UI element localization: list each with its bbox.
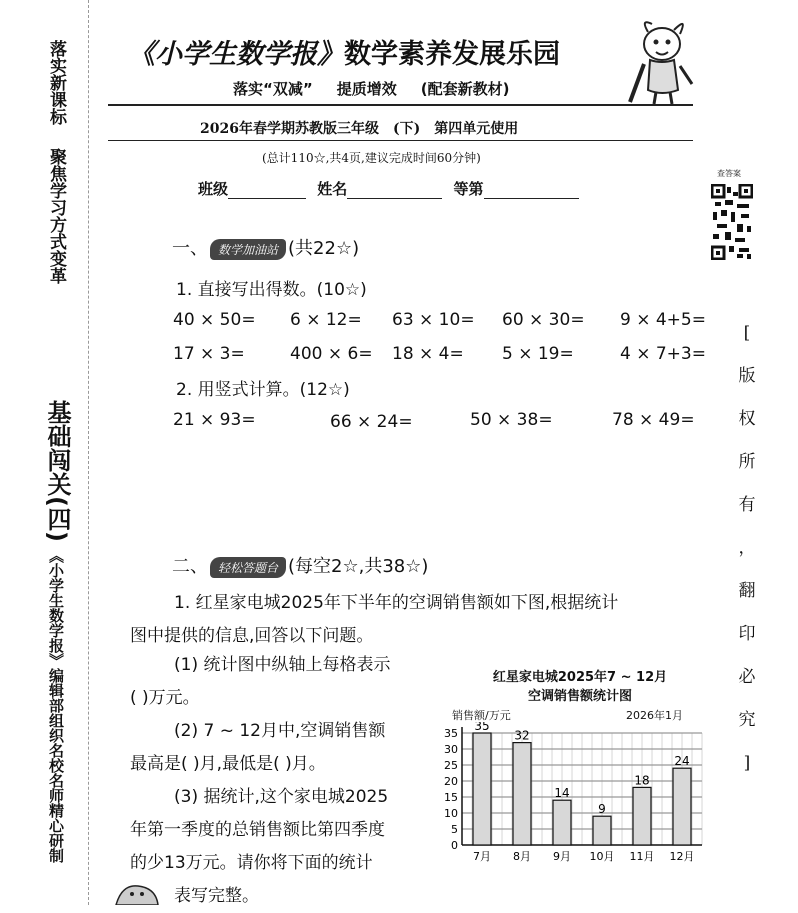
copyright-char: ]	[743, 753, 751, 773]
chart-subtitle: 空调销售额统计图	[527, 689, 632, 704]
issue-volume: (下)	[392, 121, 421, 137]
y-tick-label: 15	[444, 791, 458, 804]
qr-label: 查答案	[717, 169, 741, 178]
bar-value-label: 18	[634, 773, 650, 788]
grade-field[interactable]	[484, 184, 579, 199]
vertical-calc-item[interactable]: 21 × 93=	[173, 410, 256, 430]
bar	[593, 816, 611, 845]
copyright-char: [	[743, 323, 751, 343]
calc-item[interactable]: 60 × 30=	[502, 310, 585, 330]
part3-line-b: 年第一季度的总销售额比第四季度	[130, 820, 385, 840]
section2-points: (每空2☆,共38☆)	[288, 556, 429, 577]
vertical-calc-item[interactable]: 66 × 24=	[330, 412, 413, 432]
calc-item[interactable]: 5 × 19=	[502, 344, 574, 364]
worksheet-note: (总计110☆,共4页,建议完成时间60分钟)	[262, 151, 481, 165]
header-rule-top	[108, 104, 693, 106]
part3-line-c: 的少13万元。请你将下面的统计	[130, 853, 373, 873]
qr-code-icon[interactable]	[711, 184, 753, 260]
chart-title: 红星家电城2025年7 ~ 12月	[492, 670, 668, 685]
bar-value-label: 14	[554, 786, 570, 801]
y-tick-label: 10	[444, 807, 458, 820]
intro-line-1: 1. 红星家电城2025年下半年的空调销售额如下图,根据统计	[174, 593, 619, 613]
section2-heading	[172, 552, 428, 578]
slogan-new-textbook: (配套新教材)	[420, 80, 510, 98]
fold-line	[88, 0, 89, 905]
student-info-fields	[198, 178, 585, 199]
slogan-quality: 提质增效	[336, 80, 397, 98]
chart-ylabel: 销售额/万元	[452, 709, 511, 722]
copyright-char: 究	[738, 710, 756, 730]
copyright-char: 翻	[738, 581, 756, 601]
vertical-calc-item[interactable]: 50 × 38=	[470, 410, 553, 430]
masthead-title	[128, 32, 560, 71]
credit-vertical: 《小学生数学报》编辑部组织名校名师精心研制	[47, 548, 65, 863]
intro-line-2: 图中提供的信息,回答以下问题。	[130, 626, 374, 646]
part1-line-a: (1) 统计图中纵轴上每格表示	[174, 655, 391, 675]
class-field[interactable]	[228, 184, 306, 199]
y-tick-label: 20	[444, 775, 458, 788]
question-2-1-parts	[130, 649, 440, 913]
y-tick-label: 25	[444, 759, 458, 772]
name-field[interactable]	[347, 184, 442, 199]
calc-item[interactable]: 40 × 50=	[173, 310, 256, 330]
x-tick-label: 11月	[629, 850, 655, 863]
corner-mascot-icon	[112, 880, 162, 905]
bar	[673, 768, 691, 845]
y-tick-label: 5	[451, 823, 458, 836]
bar-value-label: 24	[674, 754, 690, 769]
mascot-illustration	[622, 14, 700, 106]
copyright-char: 版	[738, 366, 756, 386]
x-tick-label: 10月	[589, 850, 615, 863]
x-tick-label: 7月	[473, 850, 491, 863]
y-tick-label: 35	[444, 727, 458, 740]
calc-item[interactable]: 18 × 4=	[392, 344, 464, 364]
copyright-char: ，	[738, 538, 756, 558]
section1-prefix: 一、	[172, 238, 208, 259]
copyright-char: 必	[738, 667, 756, 687]
section1-heading	[172, 234, 359, 260]
part2-line-b[interactable]: 最高是( )月,最低是( )月。	[130, 754, 326, 774]
copyright-char: 印	[738, 624, 756, 644]
bar	[473, 733, 491, 845]
calc-item[interactable]: 17 × 3=	[173, 344, 245, 364]
copyright-char: 所	[738, 452, 756, 472]
question-1-2: 2. 用竖式计算。(12☆)	[176, 380, 350, 400]
y-tick-label: 0	[451, 839, 458, 852]
issue-unit: 第四单元使用	[434, 121, 519, 137]
chart-date: 2026年1月	[626, 709, 683, 722]
part1-line-b[interactable]: ( )万元。	[130, 688, 200, 708]
calc-item[interactable]: 4 × 7+3=	[620, 344, 706, 364]
masthead-brand: 《小学生数学报》	[128, 39, 344, 70]
class-label: 班级	[198, 180, 229, 198]
bar-chart	[438, 722, 713, 872]
copyright-char: 权	[738, 409, 756, 429]
side-slogan-new-standard: 落实新课标	[46, 40, 66, 125]
question-1-1: 1. 直接写出得数。(10☆)	[176, 280, 367, 300]
bar	[553, 800, 571, 845]
slogan-double-reduction: 落实“双减”	[233, 80, 313, 98]
name-label: 姓名	[317, 180, 348, 198]
header-rule-bottom	[108, 140, 693, 141]
section2-badge: 轻松答题台	[210, 557, 286, 578]
calc-item[interactable]: 6 × 12=	[290, 310, 362, 330]
bar-value-label: 35	[474, 722, 490, 733]
calc-item[interactable]: 400 × 6=	[290, 344, 373, 364]
issue-term: 2026年春学期苏教版三年级	[200, 121, 379, 137]
bar-value-label: 9	[598, 802, 606, 817]
bar	[633, 787, 651, 845]
question-2-1-intro	[130, 587, 710, 653]
copyright-notice	[727, 312, 767, 785]
x-tick-label: 9月	[553, 850, 571, 863]
unit-title-vertical: 基础闯关(四)	[43, 400, 71, 542]
section1-points: (共22☆)	[288, 238, 360, 259]
x-tick-label: 8月	[513, 850, 531, 863]
part3-line-a: (3) 据统计,这个家电城2025	[174, 787, 389, 807]
calc-item[interactable]: 63 × 10=	[392, 310, 475, 330]
masthead-slogans	[233, 78, 533, 99]
masthead-suffix: 数学素养发展乐园	[344, 39, 560, 70]
calc-item[interactable]: 9 × 4+5=	[620, 310, 706, 330]
section1-badge: 数学加油站	[210, 239, 286, 260]
part2-line-a: (2) 7 ~ 12月中,空调销售额	[174, 721, 386, 741]
part3-line-d: 表写完整。	[174, 886, 259, 906]
section2-prefix: 二、	[172, 556, 208, 577]
issue-line	[200, 118, 532, 138]
side-slogan-focus: 聚焦学习方式变革	[46, 148, 66, 284]
vertical-calc-item[interactable]: 78 × 49=	[612, 410, 695, 430]
x-tick-label: 12月	[669, 850, 695, 863]
grade-label: 等第	[453, 180, 484, 198]
copyright-char: 有	[738, 495, 756, 515]
bar	[513, 743, 531, 845]
bar-value-label: 32	[514, 728, 530, 743]
y-tick-label: 30	[444, 743, 458, 756]
